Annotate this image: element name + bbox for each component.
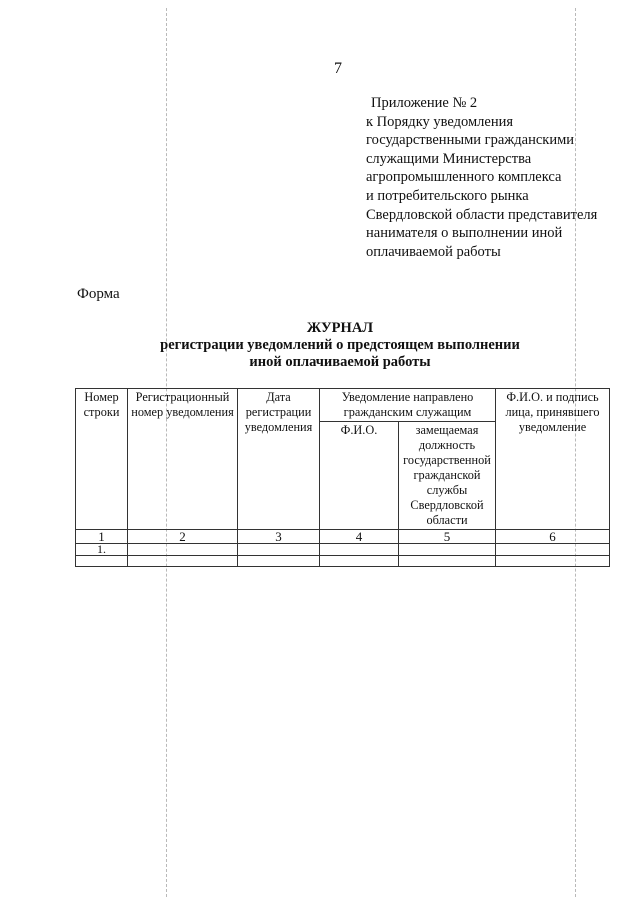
appendix-line: Приложение № 2 bbox=[371, 95, 478, 111]
register-table bbox=[75, 388, 610, 567]
appendix-line: к Порядку уведомления bbox=[366, 113, 514, 130]
appendix-line: государственными гражданскими bbox=[366, 132, 575, 149]
header-position: замещаемая должность государственной гражданской службы Свердловской области bbox=[399, 422, 496, 530]
document-title bbox=[60, 320, 620, 371]
appendix-header bbox=[366, 94, 616, 261]
table-cell bbox=[128, 544, 238, 556]
column-number: 4 bbox=[320, 530, 399, 544]
table-cell bbox=[238, 544, 320, 556]
appendix-line: агропромышленного комплекса bbox=[366, 169, 562, 186]
table-cell bbox=[399, 544, 496, 556]
table-cell bbox=[399, 556, 496, 567]
column-number: 5 bbox=[399, 530, 496, 544]
header-row-number: Номер строки bbox=[76, 389, 128, 530]
header-sent-by: Уведомление направлено гражданским служащим bbox=[320, 389, 496, 422]
appendix-line: Свердловской области представителя bbox=[366, 206, 598, 223]
table-cell bbox=[320, 556, 399, 567]
table-cell bbox=[320, 544, 399, 556]
header-reg-number: Регистрационный номер уведомления bbox=[128, 389, 238, 530]
appendix-line: оплачиваемой работы bbox=[366, 243, 501, 260]
column-number: 3 bbox=[238, 530, 320, 544]
column-number: 6 bbox=[496, 530, 610, 544]
header-reg-date: Дата регистрации уведомления bbox=[238, 389, 320, 530]
title-line-3: иной оплачиваемой работы bbox=[249, 354, 431, 370]
form-label: Форма bbox=[77, 286, 120, 302]
table-cell bbox=[128, 556, 238, 567]
table-cell bbox=[76, 556, 128, 567]
table-cell bbox=[496, 544, 610, 556]
column-number: 1 bbox=[76, 530, 128, 544]
table-cell: 1. bbox=[76, 544, 128, 556]
table-cell bbox=[238, 556, 320, 567]
header-receiver: Ф.И.О. и подпись лица, принявшего уведомление bbox=[496, 389, 610, 530]
table-row bbox=[76, 556, 610, 567]
appendix-line: нанимателя о выполнении иной bbox=[366, 225, 563, 242]
page-number: 7 bbox=[334, 60, 342, 77]
header-fio: Ф.И.О. bbox=[320, 422, 399, 530]
table-header-row bbox=[76, 389, 610, 422]
title-main: ЖУРНАЛ bbox=[306, 320, 374, 336]
title-line-2: регистрации уведомлений о предстоящем выполнении bbox=[160, 337, 520, 353]
table-cell bbox=[496, 556, 610, 567]
column-number-row bbox=[76, 530, 610, 544]
column-number: 2 bbox=[128, 530, 238, 544]
appendix-line: служащими Министерства bbox=[366, 150, 532, 167]
table-row bbox=[76, 544, 610, 556]
appendix-line: и потребительского рынка bbox=[366, 187, 529, 204]
